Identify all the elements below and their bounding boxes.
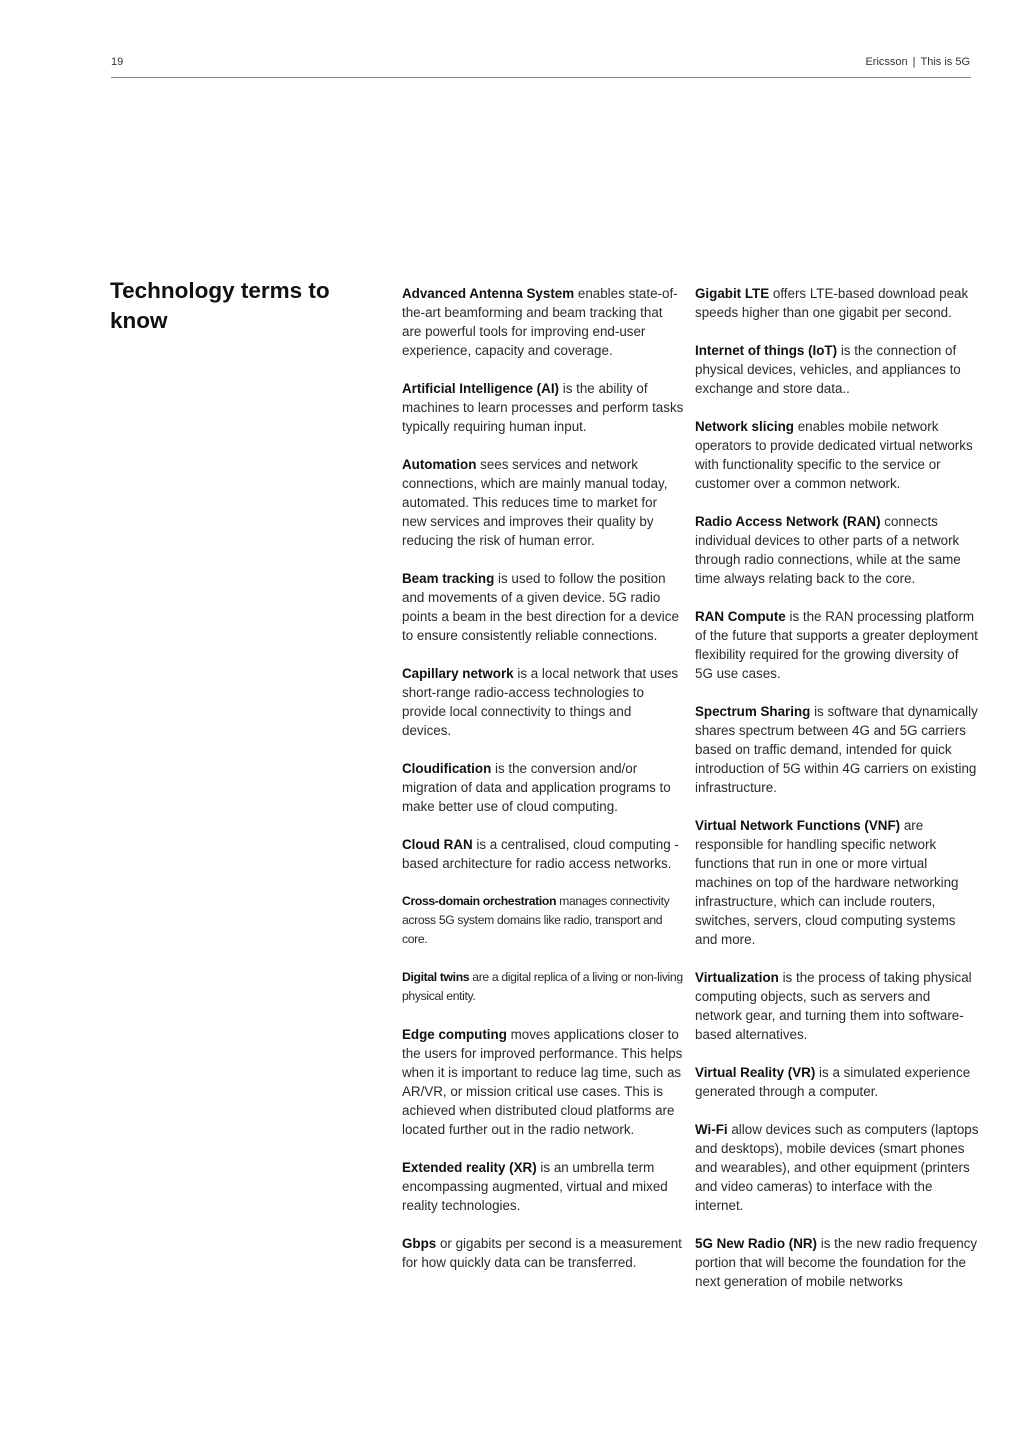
glossary-definition: offers LTE-based download peak speeds higher than one gigabit per second. (695, 286, 969, 320)
glossary-term: Internet of things (IoT) (695, 343, 838, 358)
glossary-entry (695, 1063, 980, 1101)
glossary-term: Virtual Network Functions (VNF) (695, 818, 901, 833)
glossary-definition: enables state-of-the-art beamforming and beam tracking that are powerful tools for improving end-user experience, capacity and coverage. (402, 286, 678, 358)
glossary-definition: is the conversion and/or migration of data and application programs to make better use of cloud computing. (402, 761, 671, 814)
glossary-entry (402, 892, 684, 949)
glossary-definition: is a local network that uses short-range radio-access technologies to provide local connectivity to things and devices. (402, 666, 679, 738)
glossary-definition: is software that dynamically shares spectrum between 4G and 5G carriers based on traffic demand, intended for quick introduction of 5G within 4G carriers on existing infrastructure. (695, 704, 978, 795)
glossary-term: Artificial Intelligence (AI) (402, 381, 559, 396)
glossary-term: Advanced Antenna System (402, 286, 575, 301)
glossary-entry (402, 1158, 684, 1215)
glossary-definition: manages connectivity across 5G system domains like radio, transport and core. (402, 894, 670, 946)
page-number: 19 (111, 56, 124, 68)
glossary-term: Beam tracking (402, 571, 495, 586)
glossary-entry (695, 341, 980, 398)
glossary-term: Virtual Reality (VR) (695, 1065, 816, 1080)
glossary-definition: allow devices such as computers (laptops and desktops), mobile devices (smart phones and wearables), and other equipment (printers and video cameras) to interface with the internet. (695, 1122, 979, 1213)
glossary-term: Network slicing (695, 419, 794, 434)
glossary-term: Extended reality (XR) (402, 1160, 537, 1175)
glossary-entry (695, 816, 980, 949)
glossary-definition: is the connection of physical devices, vehicles, and appliances to exchange and store data.. (695, 343, 961, 396)
glossary-definition: is the new radio frequency portion that will become the foundation for the next generation of mobile networks (695, 1236, 978, 1289)
glossary-term: RAN Compute (695, 609, 786, 624)
glossary-entry (402, 379, 684, 436)
glossary-term: Gigabit LTE (695, 286, 770, 301)
glossary-entry (402, 1234, 684, 1272)
glossary-term: Radio Access Network (RAN) (695, 514, 881, 529)
glossary-entry (402, 569, 684, 645)
glossary-definition: are a digital replica of a living or non-living physical entity. (402, 970, 683, 1003)
glossary-entry (402, 455, 684, 550)
glossary-definition: is the RAN processing platform of the future that supports a greater deployment flexibility required for the growing diversity of 5G use cases. (695, 609, 978, 681)
glossary-definition: is the ability of machines to learn processes and perform tasks typically requiring human input. (402, 381, 684, 434)
glossary-definition: are responsible for handling specific network functions that run in one or more virtual machines on top of the hardware networking infrastructure, which can include routers, switches, servers, cloud computing systems and more. (695, 818, 959, 947)
glossary-entry (695, 968, 980, 1044)
glossary-term: 5G New Radio (NR) (695, 1236, 818, 1251)
glossary-term: Capillary network (402, 666, 514, 681)
glossary-entry (695, 1234, 980, 1291)
page-title: Technology terms to know (110, 278, 330, 333)
document-title: This is 5G (920, 56, 970, 68)
header-separator: | (912, 56, 916, 68)
glossary-definition: sees services and network connections, which are mainly manual today, automated. This reduces time to market for new services and improves their quality by reducing the risk of human error. (402, 457, 668, 548)
glossary-term: Wi-Fi (695, 1122, 728, 1137)
glossary-term: Cloud RAN (402, 837, 473, 852)
glossary-term: Cross-domain orchestration (402, 894, 557, 908)
glossary-term: Edge computing (402, 1027, 507, 1042)
glossary-entry (402, 968, 684, 1006)
glossary-entry (402, 1025, 684, 1139)
glossary-definition: is a centralised, cloud computing -based architecture for radio access networks. (402, 837, 679, 871)
glossary-column-right (695, 284, 980, 1310)
glossary-entry (695, 417, 980, 493)
glossary-entry (402, 284, 684, 360)
glossary-entry (695, 284, 980, 322)
running-header (865, 56, 970, 68)
glossary-column-left (402, 284, 684, 1291)
glossary-term: Cloudification (402, 761, 492, 776)
glossary-entry (695, 512, 980, 588)
glossary-term: Virtualization (695, 970, 779, 985)
glossary-entry (695, 1120, 980, 1215)
company-name: Ericsson (865, 56, 908, 68)
glossary-term: Digital twins (402, 970, 470, 984)
glossary-entry (695, 702, 980, 797)
glossary-definition: connects individual devices to other parts of a network through radio connections, while at the same time always relating back to the core. (695, 514, 961, 586)
glossary-definition: is the process of taking physical computing objects, such as servers and network gear, and turning them into software-based alternatives. (695, 970, 972, 1042)
header-rule (111, 77, 971, 78)
glossary-entry (695, 607, 980, 683)
glossary-entry (402, 835, 684, 873)
glossary-definition: is a simulated experience generated through a computer. (695, 1065, 971, 1099)
glossary-term: Gbps (402, 1236, 437, 1251)
glossary-definition: or gigabits per second is a measurement for how quickly data can be transferred. (402, 1236, 682, 1270)
glossary-entry (402, 759, 684, 816)
glossary-definition: is used to follow the position and movements of a given device. 5G radio points a beam in the best direction for a device to ensure consistently reliable connections. (402, 571, 679, 643)
glossary-term: Spectrum Sharing (695, 704, 811, 719)
glossary-definition: moves applications closer to the users for improved performance. This helps when it is important to reduce lag time, such as AR/VR, or mission critical use cases. This is achieved when distributed cloud platforms are located further out in the radio network. (402, 1027, 683, 1137)
glossary-definition: enables mobile network operators to provide dedicated virtual networks with functionality specific to the service or customer over a common network. (695, 419, 973, 491)
glossary-entry (402, 664, 684, 740)
glossary-definition: is an umbrella term encompassing augmented, virtual and mixed reality technologies. (402, 1160, 668, 1213)
glossary-term: Automation (402, 457, 477, 472)
